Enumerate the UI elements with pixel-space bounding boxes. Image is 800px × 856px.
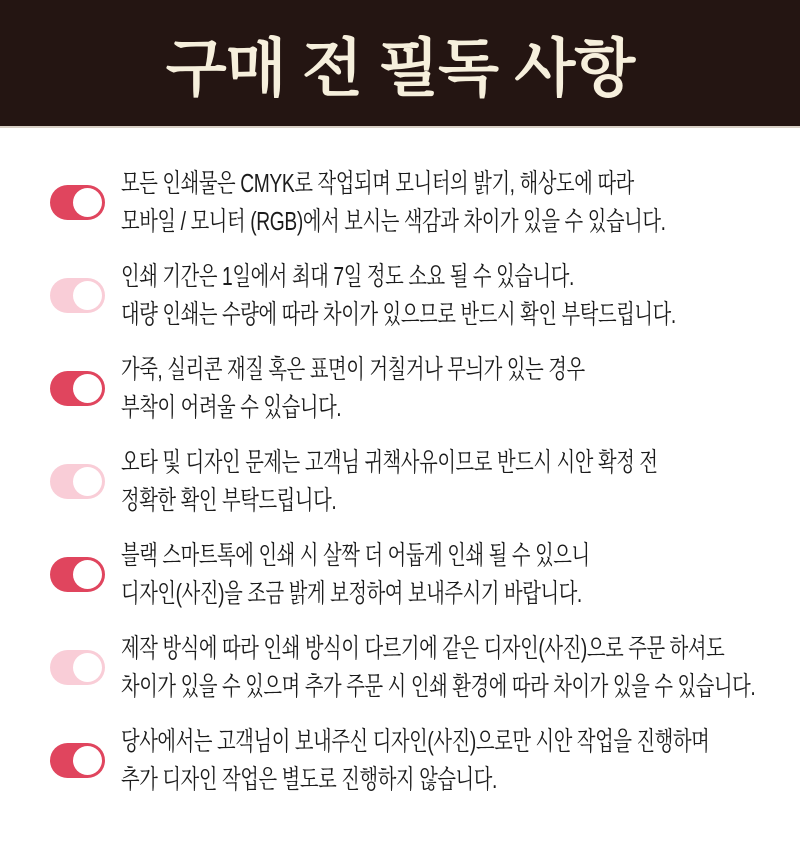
page-title: 구매 전 필독 사항 (165, 33, 635, 104)
notice-line: 오타 및 디자인 문제는 고객님 귀책사유이므로 반드시 시안 확정 전 (121, 447, 658, 477)
toggle-knob (73, 188, 102, 217)
toggle-icon (50, 371, 105, 406)
notice-line: 인쇄 기간은 1일에서 최대 7일 정도 소요 될 수 있습니다. (121, 261, 574, 291)
notice-line: 추가 디자인 작업은 별도로 진행하지 않습니다. (121, 764, 497, 794)
toggle-knob (73, 374, 102, 403)
notice-text (121, 443, 770, 519)
notice-line: 정확한 확인 부탁드립니다. (121, 485, 337, 515)
notice-line: 모든 인쇄물은 CMYK로 작업되며 모니터의 밝기, 해상도에 따라 (121, 168, 634, 198)
notice-line: 대량 인쇄는 수량에 따라 차이가 있으므로 반드시 확인 부탁드립니다. (121, 299, 676, 329)
notice-item (50, 164, 770, 240)
toggle-icon (50, 743, 105, 778)
toggle-knob (73, 467, 102, 496)
toggle-icon (50, 278, 105, 313)
notice-item (50, 536, 770, 612)
notice-line: 부착이 어려울 수 있습니다. (121, 392, 342, 422)
notice-item (50, 443, 770, 519)
notice-text (121, 350, 748, 426)
notice-line: 당사에서는 고객님이 보내주신 디자인(사진)으로만 시안 작업을 진행하며 (121, 726, 710, 756)
header-banner (0, 0, 800, 128)
notice-line: 블랙 스마트톡에 인쇄 시 살짝 더 어둡게 인쇄 될 수 있으니 (121, 540, 590, 570)
notice-text (121, 164, 770, 240)
toggle-knob (73, 281, 102, 310)
toggle-knob (73, 560, 102, 589)
toggle-icon (50, 464, 105, 499)
notice-line: 가죽, 실리콘 재질 혹은 표면이 거칠거나 무늬가 있는 경우 (121, 354, 585, 384)
notice-item (50, 350, 770, 426)
toggle-knob (73, 746, 102, 775)
notice-text (121, 722, 770, 798)
notice-line: 차이가 있을 수 있으며 추가 주문 시 인쇄 환경에 따라 차이가 있을 수 있습니다. (121, 671, 756, 701)
toggle-icon (50, 557, 105, 592)
notice-text (121, 629, 770, 705)
notice-text (121, 257, 770, 333)
notice-item (50, 257, 770, 333)
toggle-knob (73, 653, 102, 682)
toggle-icon (50, 650, 105, 685)
notice-item (50, 722, 770, 798)
notice-list (0, 128, 800, 798)
notice-text (121, 536, 754, 612)
toggle-icon (50, 185, 105, 220)
notice-line: 모바일 / 모니터 (RGB)에서 보시는 색감과 차이가 있을 수 있습니다. (121, 206, 666, 236)
notice-line: 디자인(사진)을 조금 밝게 보정하여 보내주시기 바랍니다. (121, 578, 582, 608)
notice-item (50, 629, 770, 705)
notice-line: 제작 방식에 따라 인쇄 방식이 다르기에 같은 디자인(사진)으로 주문 하셔도 (121, 633, 725, 663)
